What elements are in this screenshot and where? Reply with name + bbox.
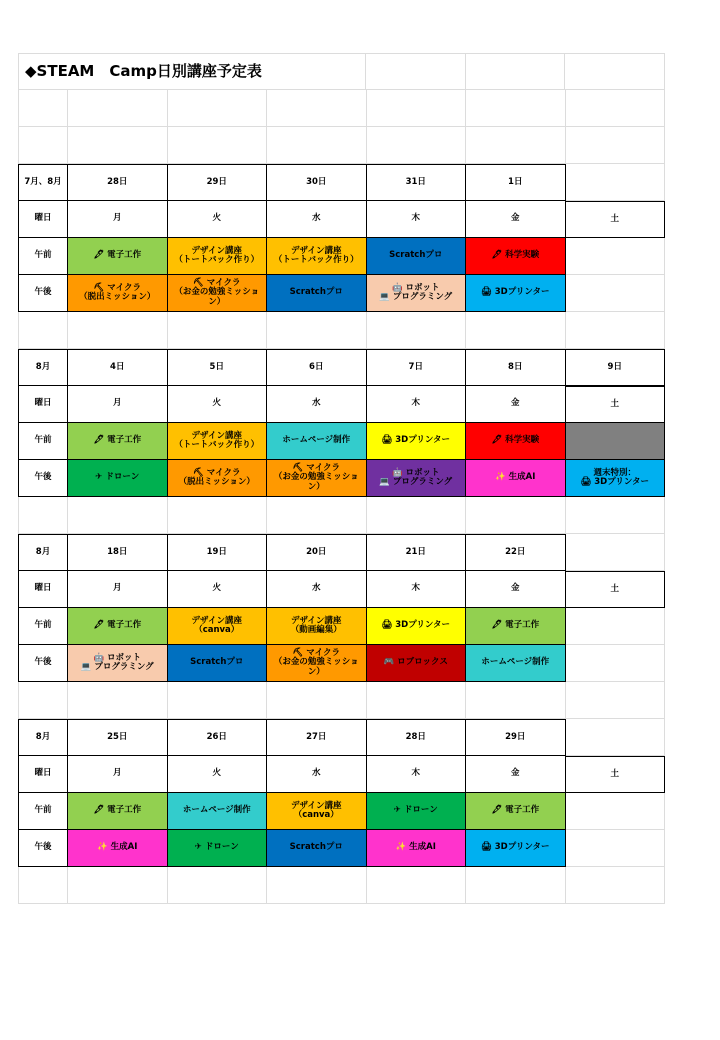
class-cell: 🤖 ロボット 💻 プログラミング bbox=[367, 460, 467, 497]
week-separator bbox=[18, 682, 665, 719]
class-cell: ✈ ドローン bbox=[68, 460, 168, 497]
weekday-cell: 金 bbox=[466, 571, 566, 608]
weekday-cell: 木 bbox=[367, 386, 467, 423]
morning-row bbox=[18, 423, 665, 460]
session-label: 午前 bbox=[18, 608, 68, 645]
class-cell: ✨ 生成AI bbox=[466, 460, 566, 497]
date-cell: 19日 bbox=[168, 534, 268, 571]
date-cell: 28日 bbox=[367, 719, 467, 756]
empty-cell bbox=[168, 312, 268, 349]
class-cell: デザイン講座 （トートバック作り） bbox=[267, 238, 367, 275]
weekday-cell: 月 bbox=[68, 571, 168, 608]
empty-cell bbox=[267, 127, 367, 164]
empty-cell bbox=[168, 682, 268, 719]
empty-cell bbox=[367, 497, 467, 534]
month-label: 8月 bbox=[18, 719, 68, 756]
afternoon-row bbox=[18, 460, 665, 497]
page-title: ◆STEAM Camp日別講座予定表 bbox=[18, 53, 366, 90]
class-cell: 🖋 科学実験 bbox=[466, 423, 566, 460]
date-cell bbox=[566, 164, 666, 201]
empty-cell bbox=[267, 682, 367, 719]
empty-cell bbox=[168, 497, 268, 534]
class-cell: 🖋 電子工作 bbox=[68, 608, 168, 645]
weekday-cell: 水 bbox=[267, 201, 367, 238]
empty-cell bbox=[566, 682, 666, 719]
date-cell: 20日 bbox=[267, 534, 367, 571]
empty-cell bbox=[466, 312, 566, 349]
date-row bbox=[18, 719, 665, 756]
empty-cell bbox=[68, 90, 168, 127]
empty-cell bbox=[68, 127, 168, 164]
class-cell: デザイン講座 （canva） bbox=[267, 793, 367, 830]
empty-cell bbox=[168, 127, 268, 164]
empty-cell bbox=[168, 90, 268, 127]
empty-cell bbox=[367, 312, 467, 349]
empty-cell bbox=[18, 127, 68, 164]
empty-cell bbox=[18, 867, 68, 904]
empty-cell bbox=[566, 645, 666, 682]
date-cell: 28日 bbox=[68, 164, 168, 201]
date-row bbox=[18, 534, 665, 571]
session-label: 午前 bbox=[18, 238, 68, 275]
class-cell: 🖋 電子工作 bbox=[466, 608, 566, 645]
empty-cell bbox=[566, 830, 666, 867]
empty-cell bbox=[367, 867, 467, 904]
date-cell: 21日 bbox=[367, 534, 467, 571]
class-cell: 🖨 3Dプリンター bbox=[367, 608, 467, 645]
date-cell: 27日 bbox=[267, 719, 367, 756]
date-cell: 1日 bbox=[466, 164, 566, 201]
class-cell: 🖋 電子工作 bbox=[68, 793, 168, 830]
class-cell: Scratchプロ bbox=[267, 275, 367, 312]
weekday-cell: 金 bbox=[466, 756, 566, 793]
empty-cell bbox=[18, 682, 68, 719]
class-cell: ⛏ マイクラ （お金の勉強ミッション） bbox=[267, 645, 367, 682]
class-cell: 🖋 電子工作 bbox=[68, 238, 168, 275]
spacer-row bbox=[18, 127, 665, 164]
session-label: 午後 bbox=[18, 460, 68, 497]
date-cell: 29日 bbox=[466, 719, 566, 756]
empty-cell bbox=[566, 90, 666, 127]
weekday-cell: 水 bbox=[267, 571, 367, 608]
morning-row bbox=[18, 793, 665, 830]
date-cell: 4日 bbox=[68, 349, 168, 386]
class-cell: デザイン講座 （動画編集） bbox=[267, 608, 367, 645]
weekday-cell: 木 bbox=[367, 571, 467, 608]
empty-cell bbox=[565, 53, 665, 90]
weekday-row bbox=[18, 201, 665, 238]
weekday-cell: 水 bbox=[267, 756, 367, 793]
schedule-table bbox=[18, 53, 665, 904]
empty-cell bbox=[466, 867, 566, 904]
morning-row bbox=[18, 238, 665, 275]
weekday-cell: 火 bbox=[168, 201, 268, 238]
empty-cell bbox=[367, 90, 467, 127]
class-cell: デザイン講座 （トートバック作り） bbox=[168, 423, 268, 460]
session-label: 午前 bbox=[18, 793, 68, 830]
weekday-cell: 木 bbox=[367, 756, 467, 793]
class-cell: 週末特別： 🖨 3Dプリンター bbox=[566, 460, 666, 497]
weekday-cell: 月 bbox=[68, 201, 168, 238]
empty-cell bbox=[566, 127, 666, 164]
weekday-cell: 月 bbox=[68, 386, 168, 423]
empty-cell bbox=[267, 312, 367, 349]
class-cell: 🖋 電子工作 bbox=[68, 423, 168, 460]
class-cell: 🖨 3Dプリンター bbox=[466, 830, 566, 867]
empty-cell bbox=[466, 127, 566, 164]
empty-cell bbox=[566, 238, 666, 275]
date-cell: 22日 bbox=[466, 534, 566, 571]
empty-cell bbox=[566, 275, 666, 312]
class-cell: 🎮 ロブロックス bbox=[367, 645, 467, 682]
empty-cell bbox=[566, 793, 666, 830]
date-cell: 5日 bbox=[168, 349, 268, 386]
class-cell: ⛏ マイクラ （お金の勉強ミッション） bbox=[168, 275, 268, 312]
empty-cell bbox=[367, 127, 467, 164]
class-cell: ホームページ制作 bbox=[466, 645, 566, 682]
afternoon-row bbox=[18, 275, 665, 312]
empty-cell bbox=[168, 867, 268, 904]
class-cell: ⛏ マイクラ （脱出ミッション） bbox=[68, 275, 168, 312]
week-separator bbox=[18, 312, 665, 349]
empty-cell bbox=[18, 497, 68, 534]
weekday-cell: 火 bbox=[168, 756, 268, 793]
session-label: 午前 bbox=[18, 423, 68, 460]
class-cell: Scratchプロ bbox=[168, 645, 268, 682]
weekday-label: 曜日 bbox=[18, 386, 68, 423]
empty-cell bbox=[466, 53, 566, 90]
weekday-cell: 土 bbox=[566, 201, 666, 238]
date-row bbox=[18, 164, 665, 201]
weekday-cell: 金 bbox=[466, 201, 566, 238]
weekday-label: 曜日 bbox=[18, 756, 68, 793]
empty-cell bbox=[466, 682, 566, 719]
date-cell: 9日 bbox=[566, 349, 666, 386]
weekday-cell: 水 bbox=[267, 386, 367, 423]
empty-cell bbox=[566, 867, 666, 904]
empty-cell bbox=[366, 53, 466, 90]
empty-cell bbox=[367, 682, 467, 719]
empty-cell bbox=[68, 867, 168, 904]
date-cell: 30日 bbox=[267, 164, 367, 201]
class-cell: 🖋 科学実験 bbox=[466, 238, 566, 275]
weekday-cell: 火 bbox=[168, 571, 268, 608]
weekday-row bbox=[18, 386, 665, 423]
weekday-cell: 木 bbox=[367, 201, 467, 238]
empty-cell bbox=[466, 90, 566, 127]
class-cell: ✨ 生成AI bbox=[68, 830, 168, 867]
afternoon-row bbox=[18, 830, 665, 867]
class-cell: Scratchプロ bbox=[267, 830, 367, 867]
empty-cell bbox=[18, 90, 68, 127]
weekday-cell: 土 bbox=[566, 571, 666, 608]
class-cell: 🖨 3Dプリンター bbox=[367, 423, 467, 460]
empty-cell bbox=[566, 312, 666, 349]
class-cell: ⛏ マイクラ （脱出ミッション） bbox=[168, 460, 268, 497]
date-cell: 8日 bbox=[466, 349, 566, 386]
weekday-cell: 土 bbox=[566, 386, 666, 423]
title-row bbox=[18, 53, 665, 90]
session-label: 午後 bbox=[18, 830, 68, 867]
date-cell: 31日 bbox=[367, 164, 467, 201]
class-cell: 🖨 3Dプリンター bbox=[466, 275, 566, 312]
month-label: 8月 bbox=[18, 534, 68, 571]
weekday-label: 曜日 bbox=[18, 571, 68, 608]
month-label: 8月 bbox=[18, 349, 68, 386]
afternoon-row bbox=[18, 645, 665, 682]
weekday-cell: 土 bbox=[566, 756, 666, 793]
empty-cell bbox=[267, 867, 367, 904]
week-separator bbox=[18, 497, 665, 534]
session-label: 午後 bbox=[18, 275, 68, 312]
class-cell: ホームページ制作 bbox=[168, 793, 268, 830]
empty-cell bbox=[566, 608, 666, 645]
empty-cell bbox=[566, 497, 666, 534]
date-row bbox=[18, 349, 665, 386]
class-cell: ⛏ マイクラ （お金の勉強ミッション） bbox=[267, 460, 367, 497]
weekday-label: 曜日 bbox=[18, 201, 68, 238]
class-cell: Scratchプロ bbox=[367, 238, 467, 275]
empty-cell bbox=[18, 312, 68, 349]
date-cell: 26日 bbox=[168, 719, 268, 756]
class-cell: 🤖 ロボット 💻 プログラミング bbox=[367, 275, 467, 312]
empty-cell bbox=[68, 312, 168, 349]
spacer-row bbox=[18, 867, 665, 904]
date-cell: 25日 bbox=[68, 719, 168, 756]
date-cell bbox=[566, 534, 666, 571]
class-cell: デザイン講座 （トートバック作り） bbox=[168, 238, 268, 275]
date-cell: 7日 bbox=[367, 349, 467, 386]
date-cell: 6日 bbox=[267, 349, 367, 386]
weekday-row bbox=[18, 756, 665, 793]
class-cell: ✈ ドローン bbox=[367, 793, 467, 830]
spacer-row bbox=[18, 90, 665, 127]
date-cell: 18日 bbox=[68, 534, 168, 571]
class-cell: ✈ ドローン bbox=[168, 830, 268, 867]
empty-cell bbox=[267, 497, 367, 534]
weekday-row bbox=[18, 571, 665, 608]
date-cell: 29日 bbox=[168, 164, 268, 201]
class-cell bbox=[566, 423, 666, 460]
morning-row bbox=[18, 608, 665, 645]
weekday-cell: 火 bbox=[168, 386, 268, 423]
class-cell: 🤖 ロボット 💻 プログラミング bbox=[68, 645, 168, 682]
weekday-cell: 金 bbox=[466, 386, 566, 423]
empty-cell bbox=[466, 497, 566, 534]
class-cell: デザイン講座 （canva） bbox=[168, 608, 268, 645]
empty-cell bbox=[68, 497, 168, 534]
class-cell: 🖋 電子工作 bbox=[466, 793, 566, 830]
date-cell bbox=[566, 719, 666, 756]
weekday-cell: 月 bbox=[68, 756, 168, 793]
class-cell: ✨ 生成AI bbox=[367, 830, 467, 867]
empty-cell bbox=[267, 90, 367, 127]
session-label: 午後 bbox=[18, 645, 68, 682]
month-label: 7月、8月 bbox=[18, 164, 68, 201]
empty-cell bbox=[68, 682, 168, 719]
class-cell: ホームページ制作 bbox=[267, 423, 367, 460]
